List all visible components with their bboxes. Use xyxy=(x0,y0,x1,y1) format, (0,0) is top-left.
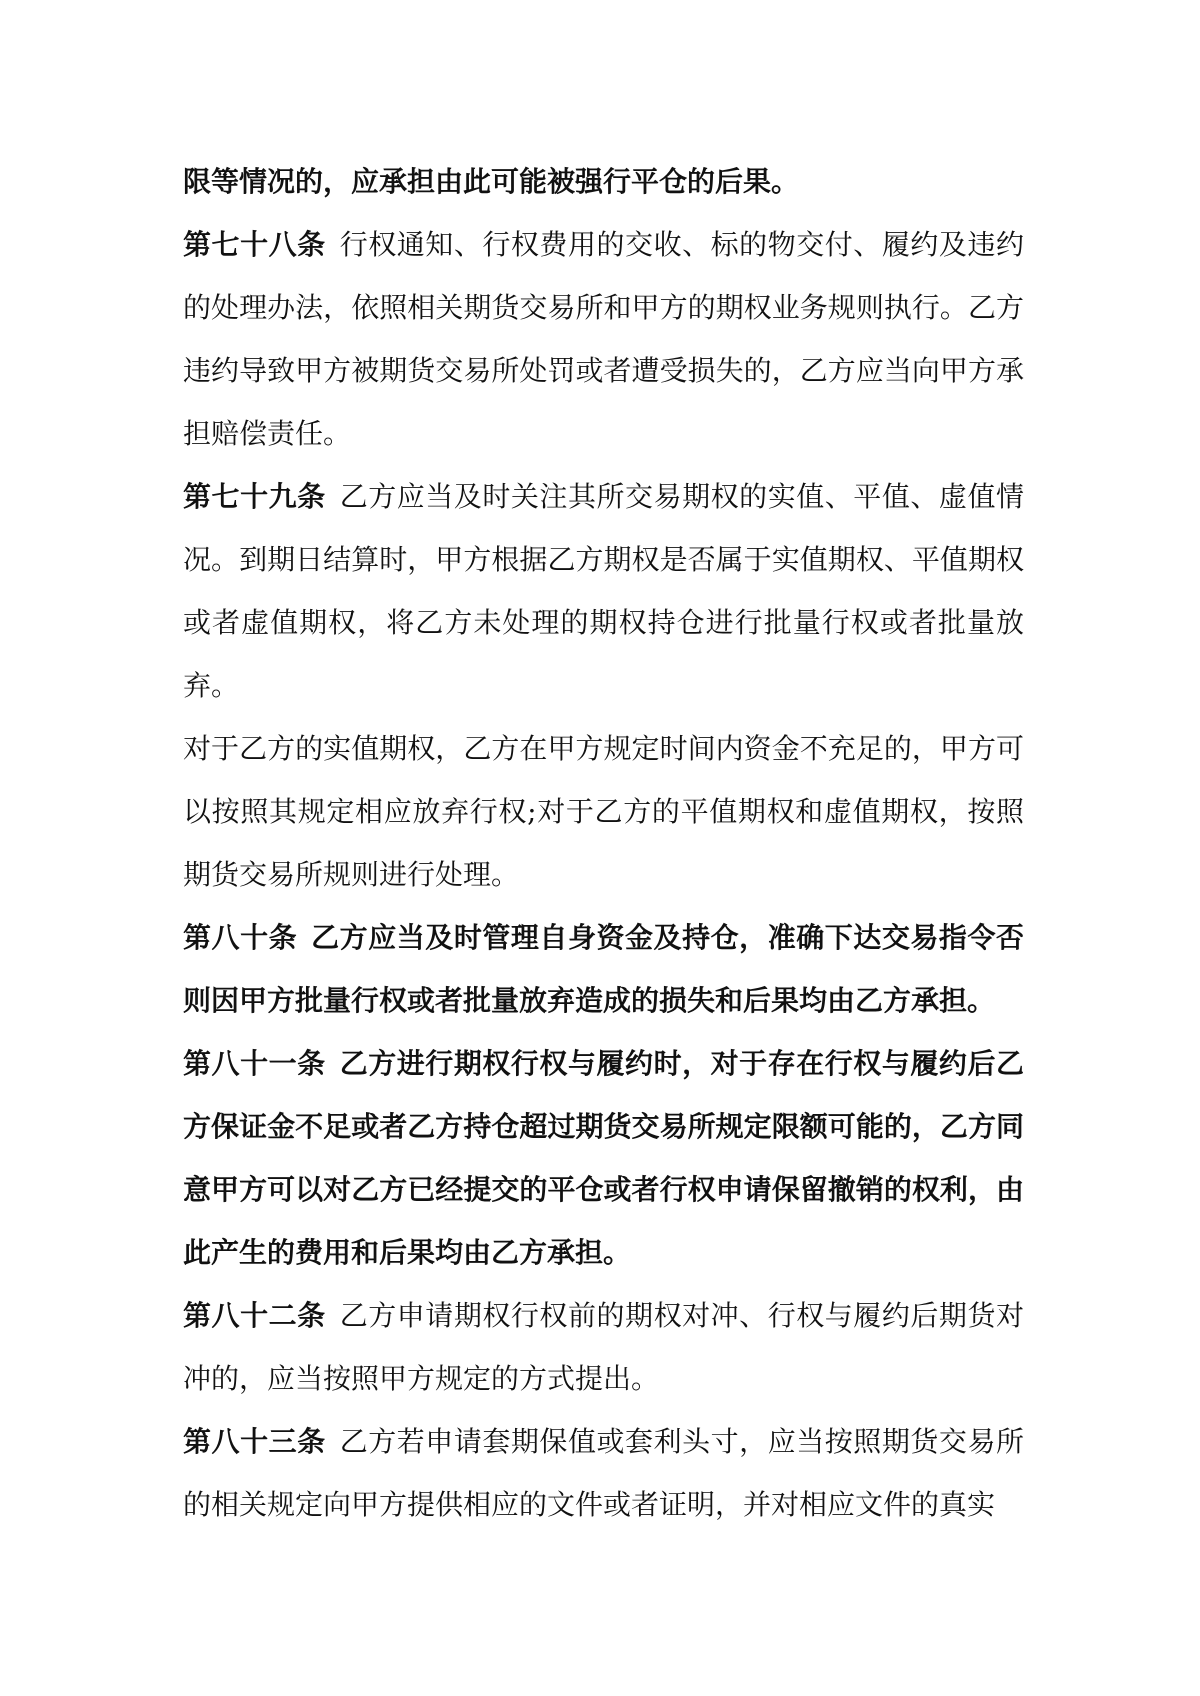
article-title: 第八十二条 xyxy=(183,1299,326,1332)
article-title: 第八十三条 xyxy=(183,1425,326,1458)
article-text: 乙方申请期权行权前的期权对冲、行权与履约后期货对冲的，应当按照甲方规定的方式提出。 xyxy=(183,1299,1024,1395)
article-81 xyxy=(183,1032,1024,1284)
article-79 xyxy=(183,465,1024,717)
article-text: 行权通知、行权费用的交收、标的物交付、履约及违约的处理办法，依照相关期货交易所和甲方的期权业务规则执行。乙方违约导致甲方被期货交易所处罚或者遭受损失的，乙方应当向甲方承担赔偿责任。 xyxy=(183,228,1024,450)
paragraph-continuation xyxy=(183,150,1024,213)
article-text: 乙方进行期权行权与履约时，对于存在行权与履约后乙方保证金不足或者乙方持仓超过期货交易所规定限额可能的，乙方同意甲方可以对乙方已经提交的平仓或者行权申请保留撤销的权利，由此产生的费用和后果均由乙方承担。 xyxy=(183,1047,1024,1269)
article-text: 乙方应当及时管理自身资金及持仓，准确下达交易指令否则因甲方批量行权或者批量放弃造成的损失和后果均由乙方承担。 xyxy=(183,921,1024,1017)
article-83 xyxy=(183,1410,1024,1536)
article-title: 第七十九条 xyxy=(183,480,326,513)
paragraph-text: 对于乙方的实值期权，乙方在甲方规定时间内资金不充足的，甲方可以按照其规定相应放弃行权;对于乙方的平值期权和虚值期权，按照期货交易所规则进行处理。 xyxy=(183,732,1024,891)
paragraph-text: 限等情况的，应承担由此可能被强行平仓的后果。 xyxy=(183,165,800,198)
article-text: 乙方若申请套期保值或套利头寸，应当按照期货交易所的相关规定向甲方提供相应的文件或者证明，并对相应文件的真实 xyxy=(183,1425,1024,1521)
article-82 xyxy=(183,1284,1024,1410)
article-title: 第八十一条 xyxy=(183,1047,326,1080)
article-80 xyxy=(183,906,1024,1032)
article-title: 第八十条 xyxy=(183,921,298,954)
article-78 xyxy=(183,213,1024,465)
article-79-continuation xyxy=(183,717,1024,906)
article-title: 第七十八条 xyxy=(183,228,326,261)
document-body xyxy=(183,150,1024,1536)
article-text: 乙方应当及时关注其所交易期权的实值、平值、虚值情况。到期日结算时，甲方根据乙方期权是否属于实值期权、平值期权或者虚值期权，将乙方未处理的期权持仓进行批量行权或者批量放弃。 xyxy=(183,480,1024,702)
